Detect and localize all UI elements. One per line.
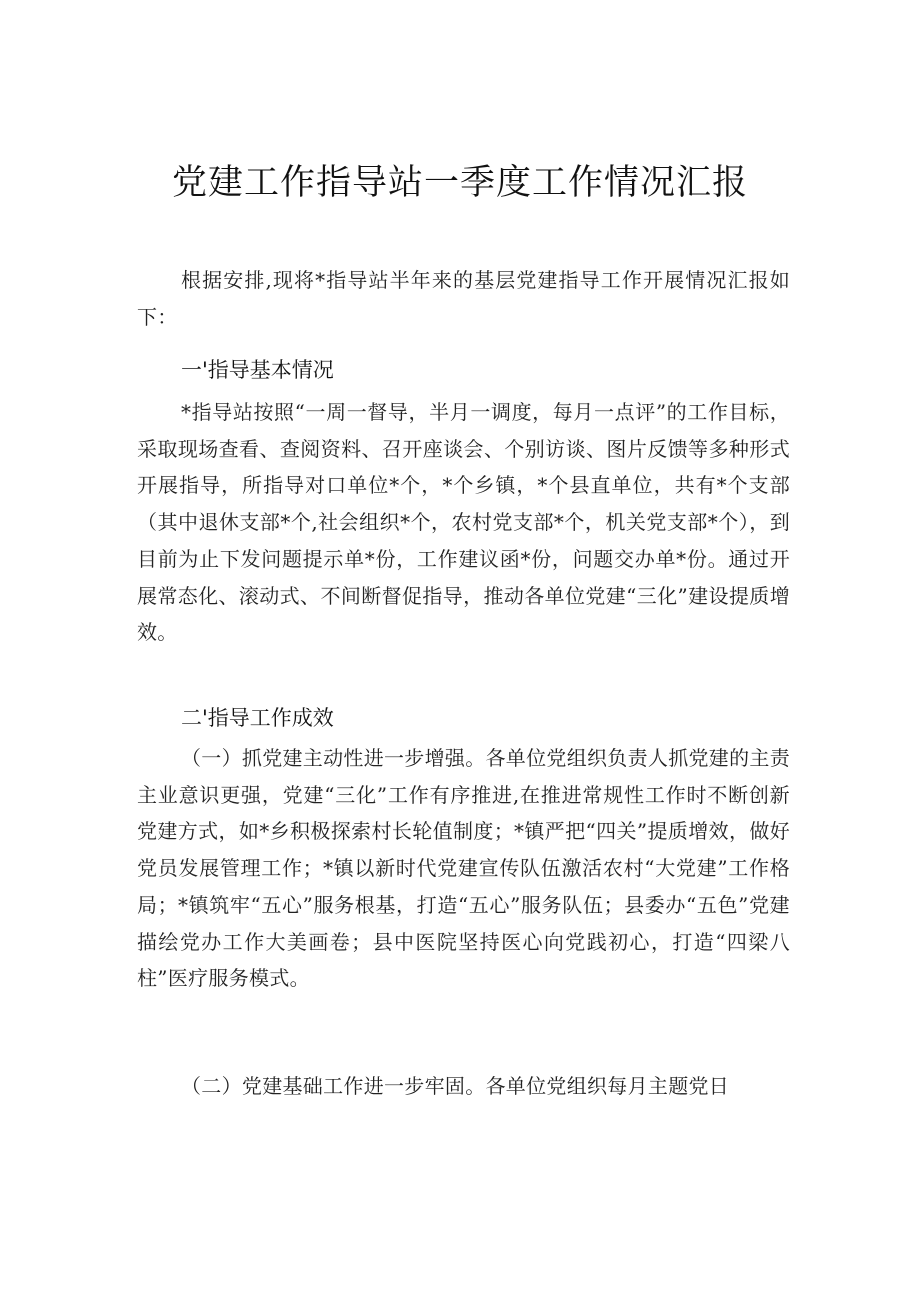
section-two-heading: 二'指导工作成效 (181, 706, 334, 730)
section-one-paragraph: *指导站按照“一周一督导，半月一调度，每月一点评”的工作目标，采取现场查看、查阅资料、召开座谈会、个别访谈、图片反馈等多种形式开展指导，所指导对口单位*个，*个乡镇，*个县直单位，共有*个支部（其中退休支部*个,社会组织*个，农村党支部*个，机关党支部*个），到目前为止下发问题提示单*份，工作建议函*份，问题交办单*份。通过开展常态化、滚动式、不间断督促指导，推动各单位党建“三化”建设提质增效。 (137, 400, 790, 645)
document-title: 党建工作指导站一季度工作情况汇报 (171, 163, 748, 203)
intro-paragraph: 根据安排,现将*指导站半年来的基层党建指导工作开展情况汇报如下： (137, 268, 790, 329)
section-two-paragraph-1: （一）抓党建主动性进一步增强。各单位党组织负责人抓党建的主责主业意识更强，党建“三化”工作有序推进,在推进常规性工作时不断创新党建方式，如*乡积极探索村长轮值制度；*镇严把“四关”提质增效，做好党员发展管理工作；*镇以新时代党建宣传队伍激活农村“大党建”工作格局；*镇筑牢“五心”服务根基，打造“五心”服务队伍；县委办“五色”党建描绘党办工作大美画卷；县中医院坚持医心向党践初心，打造“四梁八柱”医疗服务模式。 (137, 746, 790, 991)
section-one-heading: 一'指导基本情况 (181, 358, 334, 382)
section-two-paragraph-2: （二）党建基础工作进一步牢固。各单位党组织每月主题党日 (181, 1074, 730, 1098)
